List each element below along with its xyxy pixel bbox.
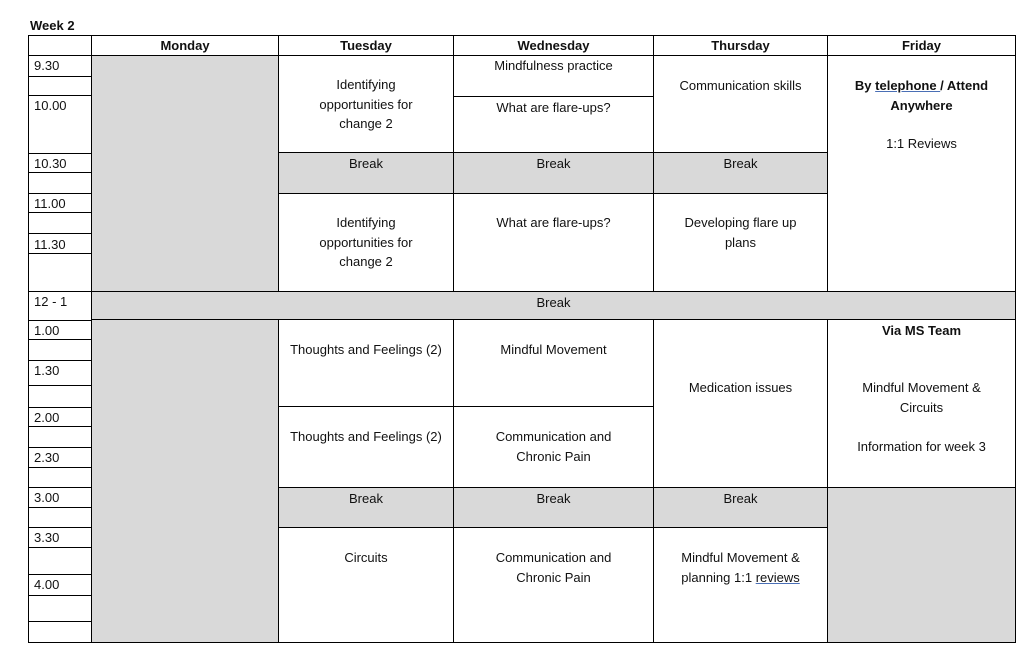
session-text: Circuits: [344, 550, 388, 565]
header-tuesday: Tuesday: [278, 35, 454, 56]
thursday-break-2: [653, 487, 828, 528]
time-label: 3.00: [34, 490, 60, 505]
session-text: Thoughts and Feelings (2): [290, 342, 442, 357]
time-label: 2.30: [34, 450, 60, 465]
thursday-session-2: [653, 193, 828, 292]
session-text: [654, 548, 827, 587]
divider: [29, 574, 91, 575]
header-thursday: Thursday: [653, 35, 828, 56]
break-text: Break: [723, 156, 758, 171]
divider: [29, 339, 91, 340]
divider: [29, 95, 91, 96]
wednesday-session-5: [453, 406, 654, 488]
tuesday-session-4: [278, 406, 454, 488]
session-text: Medication issues: [688, 380, 793, 395]
wednesday-session-3: [453, 193, 654, 292]
week-title: Week 2: [30, 18, 75, 33]
thursday-session-1: [653, 55, 828, 153]
time-label: 3.30: [34, 530, 60, 545]
divider: [29, 447, 91, 448]
divider: [29, 487, 91, 488]
session-text: What are flare-ups?: [496, 100, 611, 115]
session-text-main: Mindful Movement & planning 1:1: [681, 550, 800, 585]
wednesday-session-1: [453, 55, 654, 97]
divider: [29, 547, 91, 548]
session-text: Identifying opportunities for change 2: [319, 77, 413, 131]
friday-pm-line2: Information for week 3: [857, 439, 986, 454]
divider: [29, 527, 91, 528]
time-label: 9.30: [34, 58, 60, 73]
break-text: Break: [349, 491, 383, 506]
time-label: 1.30: [34, 363, 60, 378]
session-text: What are flare-ups?: [496, 215, 611, 230]
wednesday-session-6: [453, 527, 654, 643]
tuesday-session-1: [278, 55, 454, 153]
divider: [29, 212, 91, 213]
monday-morning-empty: [91, 55, 279, 292]
friday-am-prefix: By: [854, 78, 876, 93]
time-label: 10.30: [34, 156, 67, 171]
divider: [29, 253, 91, 254]
divider: [29, 153, 91, 154]
wednesday-session-2: [453, 96, 654, 153]
friday-am-suffix: / Attend Anywhere: [890, 78, 989, 113]
divider: [29, 621, 91, 622]
thursday-break-1: [653, 152, 828, 194]
time-label: 10.00: [34, 98, 67, 113]
time-label: 11.30: [34, 237, 66, 252]
friday-am-detail: 1:1 Reviews: [886, 136, 957, 151]
session-text: Identifying opportunities for change 2: [319, 215, 413, 269]
break-text: Break: [536, 156, 571, 171]
time-label: 4.00: [34, 577, 60, 592]
friday-afternoon: [827, 319, 1016, 488]
divider: [29, 193, 91, 194]
session-text: Communication and Chronic Pain: [495, 429, 612, 464]
break-text: Break: [349, 156, 383, 171]
tuesday-session-2: [278, 193, 454, 292]
friday-pm-line1: Mindful Movement & Circuits: [862, 380, 981, 415]
wednesday-break-2: [453, 487, 654, 528]
header-monday: Monday: [91, 35, 279, 56]
header-friday: Friday: [827, 35, 1016, 56]
friday-morning: [827, 55, 1016, 292]
divider: [29, 507, 91, 508]
session-text: Thoughts and Feelings (2): [290, 429, 442, 444]
divider: [29, 233, 91, 234]
friday-pm-heading: Via MS Team: [882, 323, 961, 338]
lunch-break-row: [91, 291, 1016, 320]
tuesday-session-5: [278, 527, 454, 643]
divider: [29, 595, 91, 596]
divider: [29, 426, 91, 427]
break-text: Break: [536, 491, 571, 506]
session-text: Communication and Chronic Pain: [495, 550, 612, 585]
friday-late-empty: [827, 487, 1016, 643]
divider: [29, 407, 91, 408]
header-time-corner: [28, 35, 92, 56]
tuesday-session-3: [278, 319, 454, 407]
wednesday-session-4: [453, 319, 654, 407]
telephone-link[interactable]: telephone: [875, 78, 941, 93]
lunch-break-text: Break: [536, 295, 571, 310]
header-wednesday: Wednesday: [453, 35, 654, 56]
tuesday-break-2: [278, 487, 454, 528]
thursday-session-3: [653, 319, 828, 488]
divider: [29, 467, 91, 468]
divider: [29, 385, 91, 386]
reviews-link[interactable]: reviews: [755, 569, 800, 585]
time-column: [28, 55, 92, 643]
time-label: 11.00: [34, 196, 66, 211]
break-text: Break: [723, 491, 758, 506]
time-label: 2.00: [34, 410, 60, 425]
divider: [29, 291, 91, 292]
session-text: Mindfulness practice: [494, 58, 613, 73]
time-label: 12 - 1: [34, 294, 68, 309]
divider: [29, 320, 91, 321]
monday-afternoon-empty: [91, 319, 279, 643]
time-label: 1.00: [34, 323, 60, 338]
session-text: Developing flare up plans: [684, 215, 797, 250]
divider: [29, 172, 91, 173]
session-text: Mindful Movement: [500, 342, 607, 357]
friday-am-heading: [828, 76, 1015, 115]
divider: [29, 76, 91, 77]
divider: [29, 360, 91, 361]
thursday-session-4: [653, 527, 828, 643]
session-text: Communication skills: [679, 78, 802, 93]
tuesday-break-1: [278, 152, 454, 194]
wednesday-break-1: [453, 152, 654, 194]
